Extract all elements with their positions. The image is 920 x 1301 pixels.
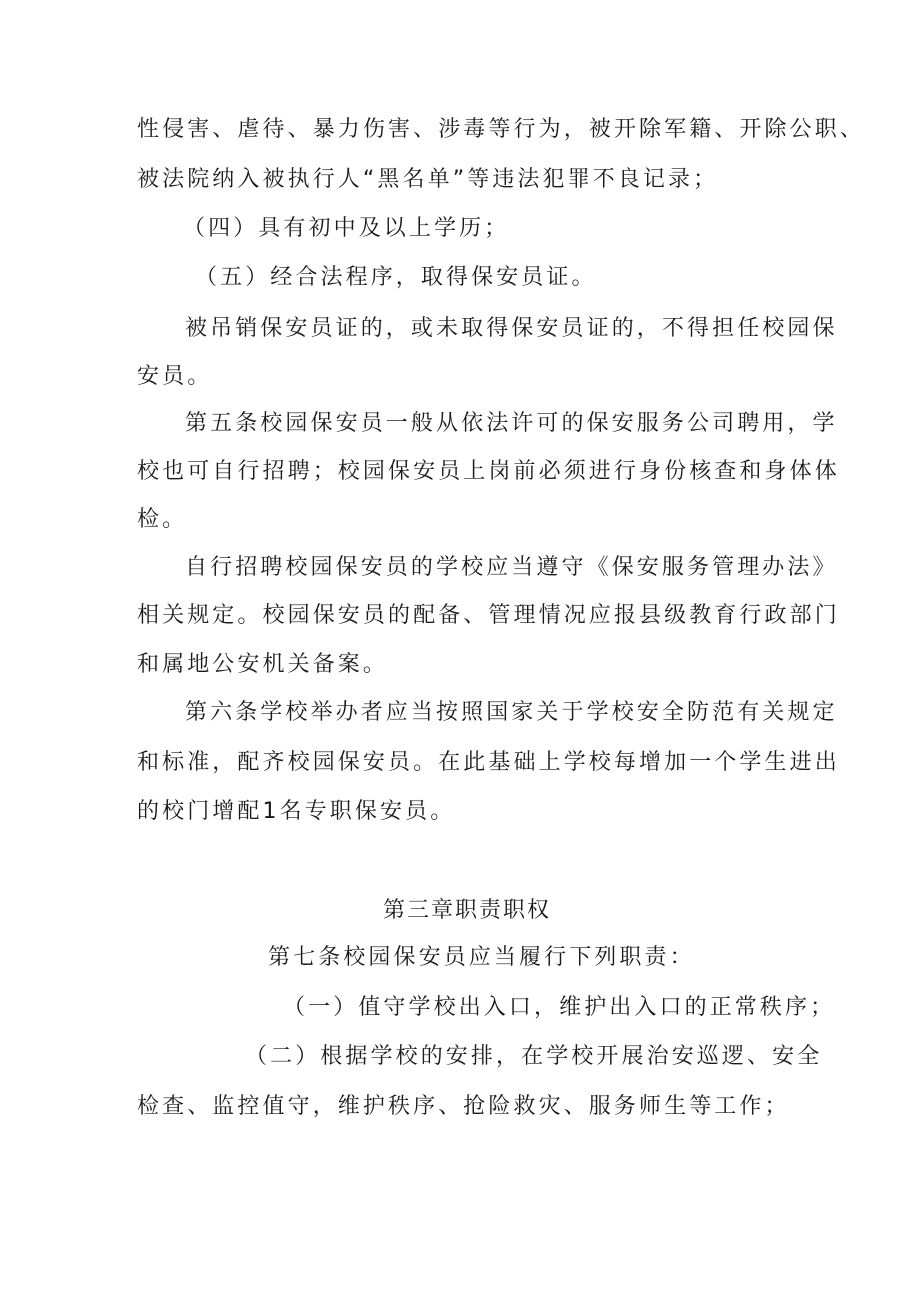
text-line: 性侵害、虐待、暴力伤害、涉毒等行为，被开除军籍、开除公职、 <box>137 117 865 142</box>
text-line: 和属地公安机关备案。 <box>137 652 389 677</box>
text-line: （五）经合法程序，取得保安员证。 <box>195 265 597 290</box>
text-line: 检查、监控值守，维护秩序、抢险救灾、服务师生等工作； <box>137 1094 790 1119</box>
text-line: （一）值守学校出入口，维护出入口的正常秩序； <box>283 995 836 1020</box>
text-line: 被法院纳入被执行人“黑名单”等违法犯罪不良记录； <box>137 167 719 192</box>
text-line: （四）具有初中及以上学历； <box>183 216 510 241</box>
text-line: 和标准，配齐校园保安员。在此基础上学校每增加一个学生进出 <box>137 750 840 775</box>
text-line: 检。 <box>137 507 188 532</box>
text-line: 第五条校园保安员一般从依法许可的保安服务公司聘用，学 <box>185 411 838 436</box>
text-line: 相关规定。校园保安员的配备、管理情况应报县级教育行政部门 <box>137 603 840 628</box>
text-line: 自行招聘校园保安员的学校应当遵守《保安服务管理办法》 <box>185 555 838 580</box>
text-line: （二）根据学校的安排，在学校开展治安巡逻、安全 <box>245 1044 823 1069</box>
text-line: 被吊销保安员证的，或未取得保安员证的，不得担任校园保 <box>185 316 838 341</box>
text-line: 的校门增配1名专职保安员。 <box>137 799 456 824</box>
text-line: 安员。 <box>137 364 213 389</box>
text-line: 校也可自行招聘；校园保安员上岗前必须进行身份核查和身体体 <box>137 459 840 484</box>
text-line: 第七条校园保安员应当履行下列职责： <box>268 945 695 970</box>
chapter-heading: 第三章职责职权 <box>383 898 552 923</box>
text-line: 第六条学校举办者应当按照国家关于学校安全防范有关规定 <box>185 700 838 725</box>
